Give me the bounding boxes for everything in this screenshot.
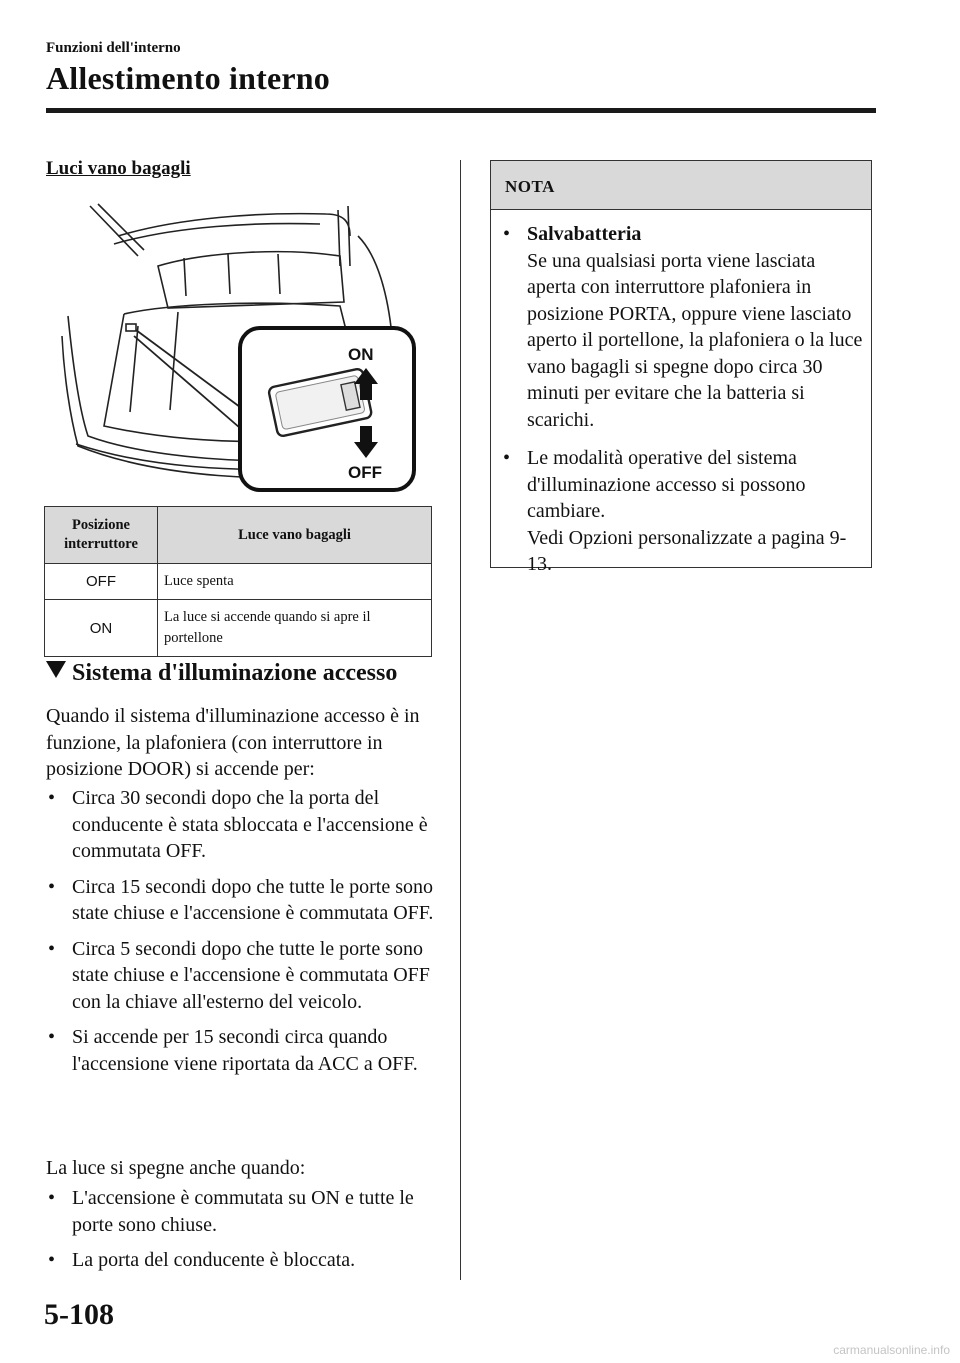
access-bullet-list xyxy=(46,785,446,1086)
header-kicker: Funzioni dell'interno xyxy=(46,40,181,56)
list-item: • Circa 5 secondi dopo che tutte le porte sono state chiuse e l'accensione è commutata OFF con la chiave all'esterno del veicolo. xyxy=(46,936,446,1016)
note-box xyxy=(490,160,872,575)
column-divider xyxy=(460,160,461,1280)
figure-label-off: OFF xyxy=(348,463,382,482)
table-row xyxy=(45,564,432,600)
list-item: • L'accensione è commutata su ON e tutte le porte sono chiuse. xyxy=(46,1185,446,1238)
note-item-reference: Vedi Opzioni personalizzate a pagina 9-13. xyxy=(527,526,847,575)
section-title-text: Sistema d'illuminazione accesso xyxy=(72,660,398,686)
note-item-text: • Le modalità operative del sistema d'illuminazione accesso si possono cambiare. xyxy=(527,447,806,522)
off-intro-paragraph: La luce si spegne anche quando: xyxy=(46,1157,306,1179)
table-header-position: Posizione interruttore xyxy=(45,507,158,564)
note-title: NOTA xyxy=(491,161,871,210)
section-title-luggage-lights: Luci vano bagagli xyxy=(46,158,191,179)
access-intro-paragraph: Quando il sistema d'illuminazione accesso è in funzione, la plafoniera (con interruttore in posizione DOOR) si accende per: xyxy=(46,705,420,780)
section-title-access-lighting xyxy=(46,660,397,687)
list-item: • Circa 30 secondi dopo che la porta del conducente è stata sbloccata e l'accensione è commutata OFF. xyxy=(46,785,446,865)
list-item: • La porta del conducente è bloccata. xyxy=(46,1247,446,1274)
list-item xyxy=(501,221,863,433)
table-cell-description: Luce spenta xyxy=(158,564,432,600)
figure-label-on: ON xyxy=(348,345,374,364)
note-list xyxy=(501,221,863,590)
triangle-down-icon xyxy=(46,661,66,678)
list-item: • Si accende per 15 secondi circa quando l'accensione viene riportata da ACC a OFF. xyxy=(46,1024,446,1077)
page-title: Allestimento interno xyxy=(46,60,330,96)
header-rule xyxy=(46,108,876,113)
note-item-text: Se una qualsiasi porta viene lasciata aperta con interruttore plafoniera in posizione PORTA, oppure viene lasciato aperto il portellone, la plafoniera o la luce vano bagagli si spegne dopo circa 30 minuti per evitare che la batteria si scarichi. xyxy=(527,249,863,431)
table-row xyxy=(45,600,432,657)
luggage-compartment-illustration xyxy=(58,196,420,496)
table-cell-position: ON xyxy=(45,600,158,657)
watermark: carmanualsonline.info xyxy=(833,1343,950,1357)
table-cell-description: La luce si accende quando si apre il portellone xyxy=(158,600,432,657)
list-item xyxy=(501,445,863,578)
note-item-heading: • Salvabatteria xyxy=(527,223,642,245)
page-number: 5-108 xyxy=(44,1298,114,1331)
table-cell-position: OFF xyxy=(45,564,158,600)
table-header-light: Luce vano bagagli xyxy=(158,507,432,564)
switch-position-table xyxy=(44,506,432,657)
off-bullet-list xyxy=(46,1185,446,1283)
list-item: • Circa 15 secondi dopo che tutte le porte sono state chiuse e l'accensione è commutata OFF. xyxy=(46,874,446,927)
